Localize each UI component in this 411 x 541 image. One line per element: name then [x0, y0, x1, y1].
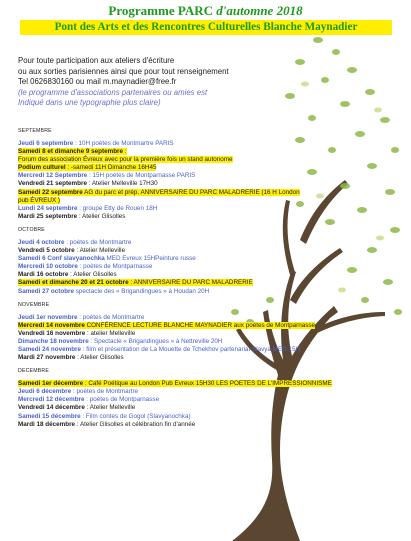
event-date: Mardi 18 décembre — [18, 420, 76, 428]
page-subtitle: Pont des Arts et des Rencontres Culturelles Blanche Maynadier — [20, 20, 392, 35]
event-description: : -samedi 11H Dimanche 16H45 — [65, 164, 157, 172]
event-line — [18, 388, 408, 396]
event-line — [18, 396, 408, 404]
event-line — [18, 421, 408, 429]
highlighted-event — [18, 279, 253, 286]
event-text — [18, 239, 131, 246]
event-text — [18, 172, 195, 179]
event-description: : groupe Etty de Rouen 18H — [77, 204, 158, 212]
event-line — [18, 330, 408, 338]
event-date: Dimanche 18 novembre — [18, 337, 89, 345]
event-line — [18, 263, 408, 271]
event-description: : atelier Melleville — [85, 329, 136, 337]
event-date: Samedi 24 novembre — [18, 345, 81, 353]
title-part-programme: Programme PARC — [108, 3, 217, 18]
event-line — [18, 164, 408, 172]
event-date: Mercredi 12 Septembre — [18, 172, 88, 180]
event-description: : Atelier Glisolles — [77, 212, 126, 220]
event-date: Jeudi 6 décembre — [18, 388, 72, 396]
event-line — [18, 346, 408, 354]
month-section-4 — [18, 367, 408, 429]
event-date: Jeudi 6 septembre — [18, 140, 74, 147]
event-date: Jeudi 4 octobre — [18, 238, 65, 246]
event-date: Samedi 15 décembre — [18, 412, 81, 420]
event-text — [18, 255, 196, 262]
event-text — [18, 404, 135, 411]
event-line — [18, 413, 408, 421]
event-description: spectacle des « Brigandingues » à Houdan 20H — [74, 287, 210, 295]
event-line — [18, 189, 408, 197]
event-line — [18, 156, 408, 164]
event-text — [18, 271, 117, 278]
event-line — [18, 322, 408, 330]
title-part-season: d'automne 2018 — [216, 3, 303, 18]
event-text — [18, 388, 138, 395]
page-title — [0, 3, 411, 19]
event-line — [18, 404, 408, 412]
event-description: : Atelier Melleville 17H30 — [86, 180, 158, 188]
event-line — [18, 205, 408, 213]
event-description: : Spectacle « Brigandingues » à Nettreville 20H — [88, 337, 223, 345]
highlighted-event — [18, 197, 60, 204]
event-description: : Film contes de Gogol (Slavyanochka) — [80, 412, 191, 420]
event-description: : poètes de Montparnasse — [77, 263, 153, 271]
event-date: Vendredi 16 novembre — [18, 329, 86, 337]
event-date: Jeudi 1er novembre — [18, 313, 78, 321]
event-line — [18, 247, 408, 255]
event-description: : 10H poètes de Montmartre PARIS — [73, 140, 174, 147]
event-text — [18, 288, 209, 295]
event-text — [18, 314, 144, 321]
event-line — [18, 140, 408, 148]
event-date: Podium culturel — [18, 164, 66, 172]
event-date: Vendredi 5 octobre — [18, 247, 75, 255]
event-description: : Atelier Glisolles — [75, 354, 124, 362]
event-date: Mardi 16 octobre — [18, 271, 69, 279]
event-text — [18, 413, 191, 420]
month-heading: OCTOBRE — [18, 226, 45, 233]
event-text — [18, 140, 174, 147]
intro-block — [18, 56, 268, 109]
highlighted-event — [18, 156, 233, 163]
event-date: Mardi 27 novembre — [18, 354, 76, 362]
event-text — [18, 354, 124, 361]
event-description: : poètes de Montparnasse — [84, 396, 160, 404]
event-line — [18, 354, 408, 362]
event-description: AG du parc et prép. ANNIVERSAIRE DU PARC MALADRERIE (16 H London — [82, 188, 300, 196]
event-description: : Atelier Glisolles — [68, 271, 117, 279]
event-date: Mercredi 14 novembre — [18, 321, 85, 329]
event-description: : ANNIVERSAIRE DU PARC MALADRERIE — [128, 279, 253, 287]
highlighted-event — [18, 189, 300, 196]
event-date: Mardi 25 septembre — [18, 212, 78, 220]
event-text — [18, 180, 158, 187]
event-description: : Atelier Glisolles et célébration fin d'année — [75, 420, 196, 428]
event-line — [18, 279, 408, 287]
event-description: : poètes de Montmartre — [77, 313, 145, 321]
event-date: Samedi 27 octobre — [18, 287, 74, 295]
event-date: Mercredi 10 octobre — [18, 263, 78, 271]
event-line — [18, 255, 408, 263]
event-line — [18, 148, 408, 156]
event-description: : Café Poétique au London Pub Evreux 15H30 LES POETES DE L'IMPRESSIONNISME — [83, 380, 332, 388]
event-text — [18, 330, 135, 337]
event-text — [18, 421, 195, 428]
event-date: Mercredi 12 décembre — [18, 396, 85, 404]
month-section-1 — [18, 127, 408, 221]
event-text — [18, 346, 300, 353]
intro-line: Pour toute participation aux ateliers d'écriture — [18, 56, 175, 65]
month-section-2 — [18, 226, 408, 296]
event-line — [18, 172, 408, 180]
event-description: : Atelier Melleville — [84, 404, 136, 412]
event-line — [18, 314, 408, 322]
event-text — [18, 213, 125, 220]
intro-line: ou aux sorties parisiennes ainsi que pour tout renseignement — [18, 66, 229, 76]
event-description: : Atelier Melleville — [74, 247, 126, 255]
event-date: Vendredi 14 décembre — [18, 404, 85, 412]
month-heading: NOVEMBRE — [18, 301, 50, 308]
event-description: : 15H poètes de Montparnasse PARIS — [87, 172, 196, 180]
month-heading: SEPTEMBRE — [18, 128, 52, 134]
event-description: : film et présentation de La Mouette de Tchekhov partenariat Slavya MED 15H — [81, 345, 300, 353]
event-date: Samedi et dimanche 20 et 21 octobre — [18, 279, 129, 287]
event-line — [18, 288, 408, 296]
event-line — [18, 271, 408, 279]
event-text — [18, 396, 159, 403]
highlighted-event — [18, 322, 315, 329]
event-line — [18, 239, 408, 247]
event-text — [18, 205, 157, 212]
event-description: CONFÉRENCE LECTURE BLANCHE MAYNADIER aux poètes de Montparnasse — [84, 321, 316, 329]
event-date: Samedi 8 et dimanche 9 septembre — [18, 148, 123, 156]
event-description: Forum des association Évreux avec pour la première fois un stand autonome — [18, 156, 233, 164]
contact-line: Tel 0626830160 ou mail m.maynadier@free.fr — [18, 77, 177, 86]
event-text — [18, 247, 125, 254]
month-heading: DECEMBRE — [18, 368, 50, 375]
highlighted-event — [18, 164, 156, 171]
event-description: : — [123, 148, 127, 156]
event-description: pub ÉVREUX ) — [18, 196, 60, 204]
event-description: MED Evreux 15HPeinture russe — [104, 255, 196, 263]
highlighted-event — [18, 148, 127, 155]
event-description: : poètes de Montmartre — [64, 238, 132, 246]
event-calendar — [18, 127, 408, 434]
event-line — [18, 338, 408, 346]
event-date: Samedi 22 septembre — [18, 188, 83, 196]
event-text — [18, 338, 222, 345]
event-date: Samedi 6 Conf slavyanochka — [18, 255, 105, 263]
highlighted-event — [18, 380, 332, 387]
event-date: Samedi 1er décembre — [18, 380, 84, 388]
event-date: Vendredi 21 septembre — [18, 180, 87, 188]
event-description: : poètes de Montmartre — [71, 388, 139, 396]
event-line — [18, 197, 408, 205]
intro-note: Indiqué dans une typographie plus claire) — [18, 98, 161, 107]
month-section-3 — [18, 301, 408, 363]
event-line — [18, 380, 408, 388]
intro-note: (le programme d'associations partenaires ou amies est — [18, 87, 208, 97]
event-text — [18, 263, 152, 270]
event-line — [18, 213, 408, 221]
event-line — [18, 180, 408, 188]
event-date: Lundi 24 septembre — [18, 204, 78, 212]
